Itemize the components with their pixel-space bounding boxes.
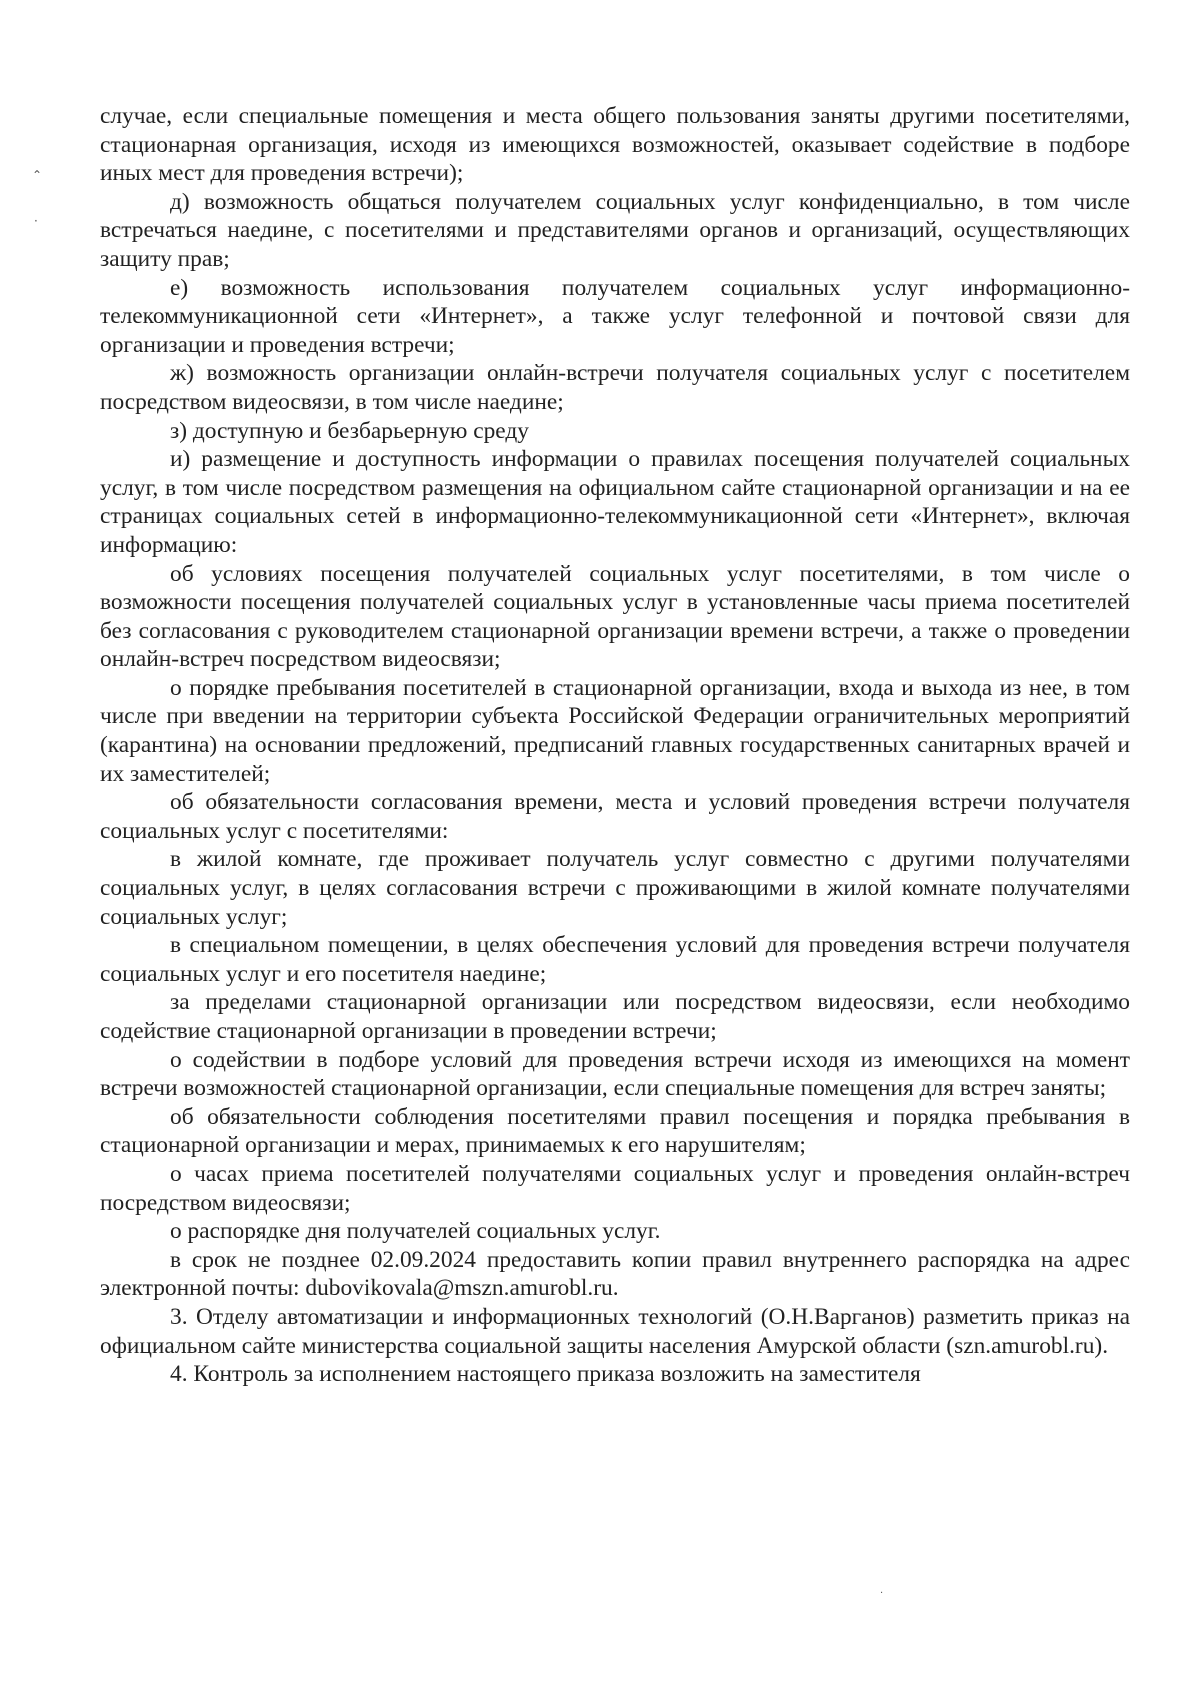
paragraph-item-3: 3. Отделу автоматизации и информационных технологий (О.Н.Варганов) разметить приказ на официальном сайте министерства социальной защиты населения Амурской области (szn.amurobl.ru).	[100, 1303, 1130, 1359]
paragraph-agreement-obligation: об обязательности согласования времени, места и условий проведения встречи получателя социальных услуг с посетителями:	[100, 789, 1130, 844]
paragraph-special-room: в специальном помещении, в целях обеспечения условий для проведения встречи получателя социальных услуг и его посетителя наедине;	[100, 932, 1130, 987]
paragraph-outside-organization: за пределами стационарной организации или посредством видеосвязи, если необходимо содействие стационарной организации в проведении встречи;	[100, 989, 1130, 1044]
paragraph-living-room: в жилой комнате, где проживает получатель услуг совместно с другими получателями социальных услуг, в целях согласования встречи с проживающими в жилой комнате получателями социальных услуг;	[100, 846, 1130, 930]
paragraph-item-e: е) возможность использования получателем социальных услуг информационно-телекоммуникационной сети «Интернет», а также услуг телефонной и почтовой связи для организации и проведения встречи;	[100, 274, 1130, 358]
paragraph-item-z: з) доступную и безбарьерную среду	[170, 417, 529, 444]
paragraph-item-4: 4. Контроль за исполнением настоящего приказа возложить на заместителя	[170, 1361, 921, 1388]
paragraph-continuation: случае, если специальные помещения и места общего пользования заняты другими посетителями, стационарная организация, исходя из имеющихся возможностей, оказывает содействие в подборе иных мест для проведения встречи);	[100, 103, 1130, 187]
paragraph-rules-compliance: об обязательности соблюдения посетителями правил посещения и порядка пребывания в стационарной организации и мерах, принимаемых к его нарушителям;	[100, 1103, 1130, 1159]
paragraph-item-zh: ж) возможность организации онлайн-встречи получателя социальных услуг с посетителем посредством видеосвязи, в том числе наедине;	[100, 360, 1130, 415]
paragraph-item-d: д) возможность общаться получателем социальных услуг конфиденциально, в том числе встречаться наедине, с посетителями и представителями органов и организаций, осуществляющих защиту прав;	[100, 188, 1130, 272]
paragraph-assistance: о содействии в подборе условий для проведения встречи исходя из имеющихся на момент встречи возможностей стационарной организации, если специальные помещения для встреч заняты;	[100, 1046, 1130, 1102]
scan-artifact-mark: ·	[34, 214, 38, 228]
paragraph-daily-routine: о распорядке дня получателей социальных услуг.	[170, 1218, 661, 1245]
scan-artifact-mark: ⌃	[32, 168, 43, 182]
scan-artifact-mark: ·	[880, 1588, 884, 1599]
paragraph-stay-order: о порядке пребывания посетителей в стационарной организации, входа и выхода из нее, в том числе при введении на территории субъекта Российской Федерации ограничительных мероприятий (карантина) на основании предложений, предписаний главных государственных санитарных врачей и их заместителей;	[100, 674, 1130, 787]
paragraph-visit-conditions: об условиях посещения получателей социальных услуг посетителями, в том числе о возможности посещения получателей социальных услуг в установленные часы приема посетителей без согласования с руководителем стационарной организации времени встречи, а также о проведении онлайн-встреч посредством видеосвязи;	[100, 560, 1130, 673]
document-body	[100, 102, 1130, 1389]
paragraph-visiting-hours: о часах приема посетителей получателями социальных услуг и проведения онлайн-встреч посредством видеосвязи;	[100, 1160, 1130, 1216]
paragraph-item-i: и) размещение и доступность информации о правилах посещения получателей социальных услуг, в том числе посредством размещения на официальном сайте стационарной организации и на ее страницах социальных сетей в информационно-телекоммуникационной сети «Интернет», включая информацию:	[100, 446, 1130, 558]
paragraph-deadline: в срок не позднее 02.09.2024 предоставить копии правил внутреннего распорядка на адрес электронной почты: dubovikovala@mszn.amurobl.ru.	[100, 1246, 1130, 1302]
